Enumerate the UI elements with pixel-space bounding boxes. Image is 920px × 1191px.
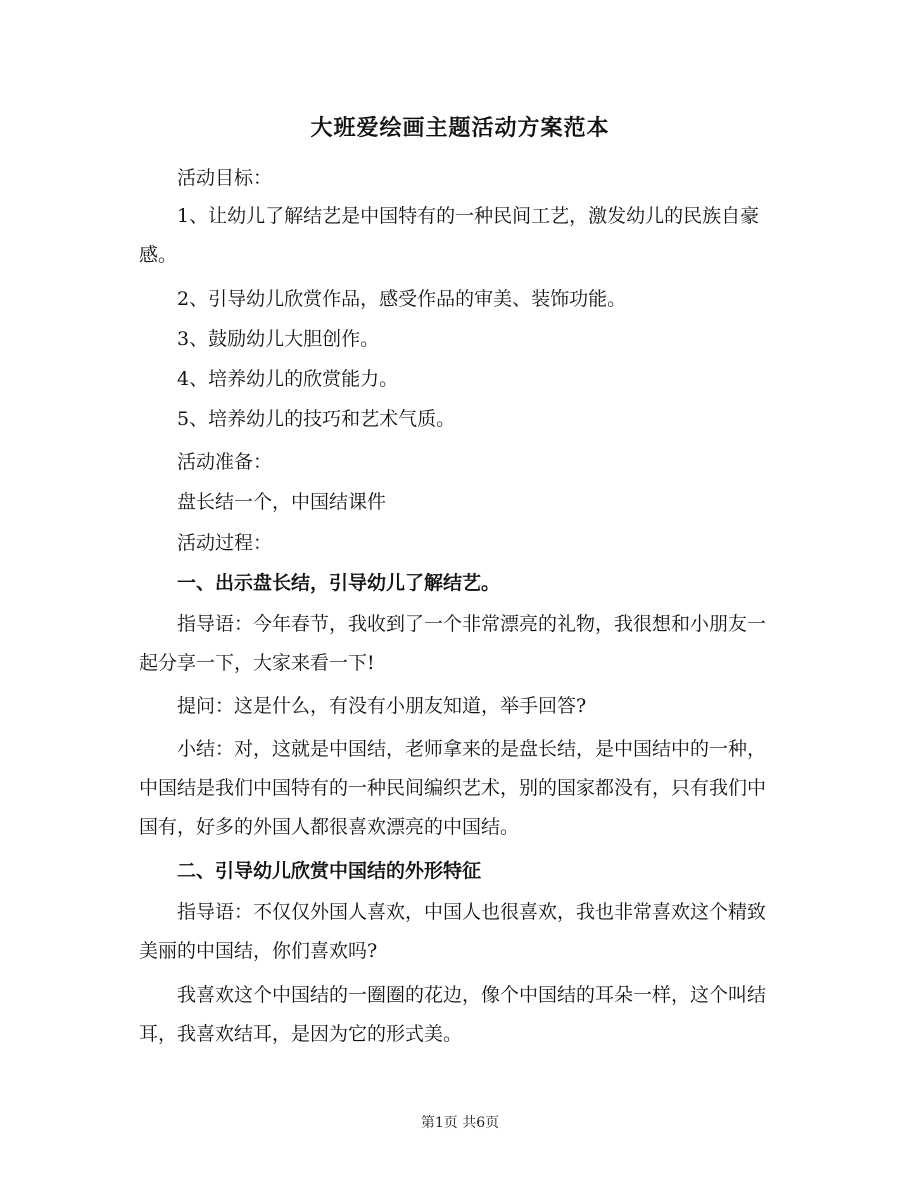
paragraph-goal-4: 4、培养幼儿的欣赏能力。 <box>177 368 399 390</box>
paragraph-process-heading: 活动过程： <box>177 532 273 554</box>
paragraph-guide-1: 指导语：今年春节，我收到了一个非常漂亮的礼物，我很想和小朋友一起分享一下，大家来看一下! <box>139 613 767 674</box>
paragraph-guide-2: 指导语：不仅仅外国人喜欢，中国人也很喜欢，我也非常喜欢这个精致美丽的中国结，你们喜欢吗? <box>139 901 767 962</box>
document-title: 大班爱绘画主题活动方案范本 <box>310 115 610 141</box>
paragraph-summary: 小结：对，这就是中国结，老师拿来的是盘长结，是中国结中的一种，中国结是我们中国特有的一种民间编织艺术，别的国家都没有，只有我们中国有，好多的外国人都很喜欢漂亮的中国结。 <box>139 738 767 838</box>
paragraph-goal-3: 3、鼓励幼儿大胆创作。 <box>177 328 380 350</box>
paragraph-question: 提问：这是什么，有没有小朋友知道，举手回答? <box>177 695 587 717</box>
page-number-footer: 第1页 共6页 <box>420 1115 500 1131</box>
section-heading-2: 二、引导幼儿欣赏中国结的外形特征 <box>177 860 482 882</box>
paragraph-goal-5: 5、培养幼儿的技巧和艺术气质。 <box>177 408 456 430</box>
section-heading-1: 一、出示盘长结，引导幼儿了解结艺。 <box>177 572 501 594</box>
paragraph-goal-2: 2、引导幼儿欣赏作品，感受作品的审美、装饰功能。 <box>177 288 627 310</box>
paragraph-goal-1: 1、让幼儿了解结艺是中国特有的一种民间工艺，激发幼儿的民族自豪感。 <box>139 205 760 266</box>
paragraph-preparation-heading: 活动准备： <box>177 451 273 473</box>
paragraph-preparation-content: 盘长结一个，中国结课件 <box>177 491 387 513</box>
paragraph-observation: 我喜欢这个中国结的一圈圈的花边，像个中国结的耳朵一样，这个叫结耳，我喜欢结耳，是因为它的形式美。 <box>139 984 767 1045</box>
paragraph-goals-heading: 活动目标： <box>177 167 273 189</box>
